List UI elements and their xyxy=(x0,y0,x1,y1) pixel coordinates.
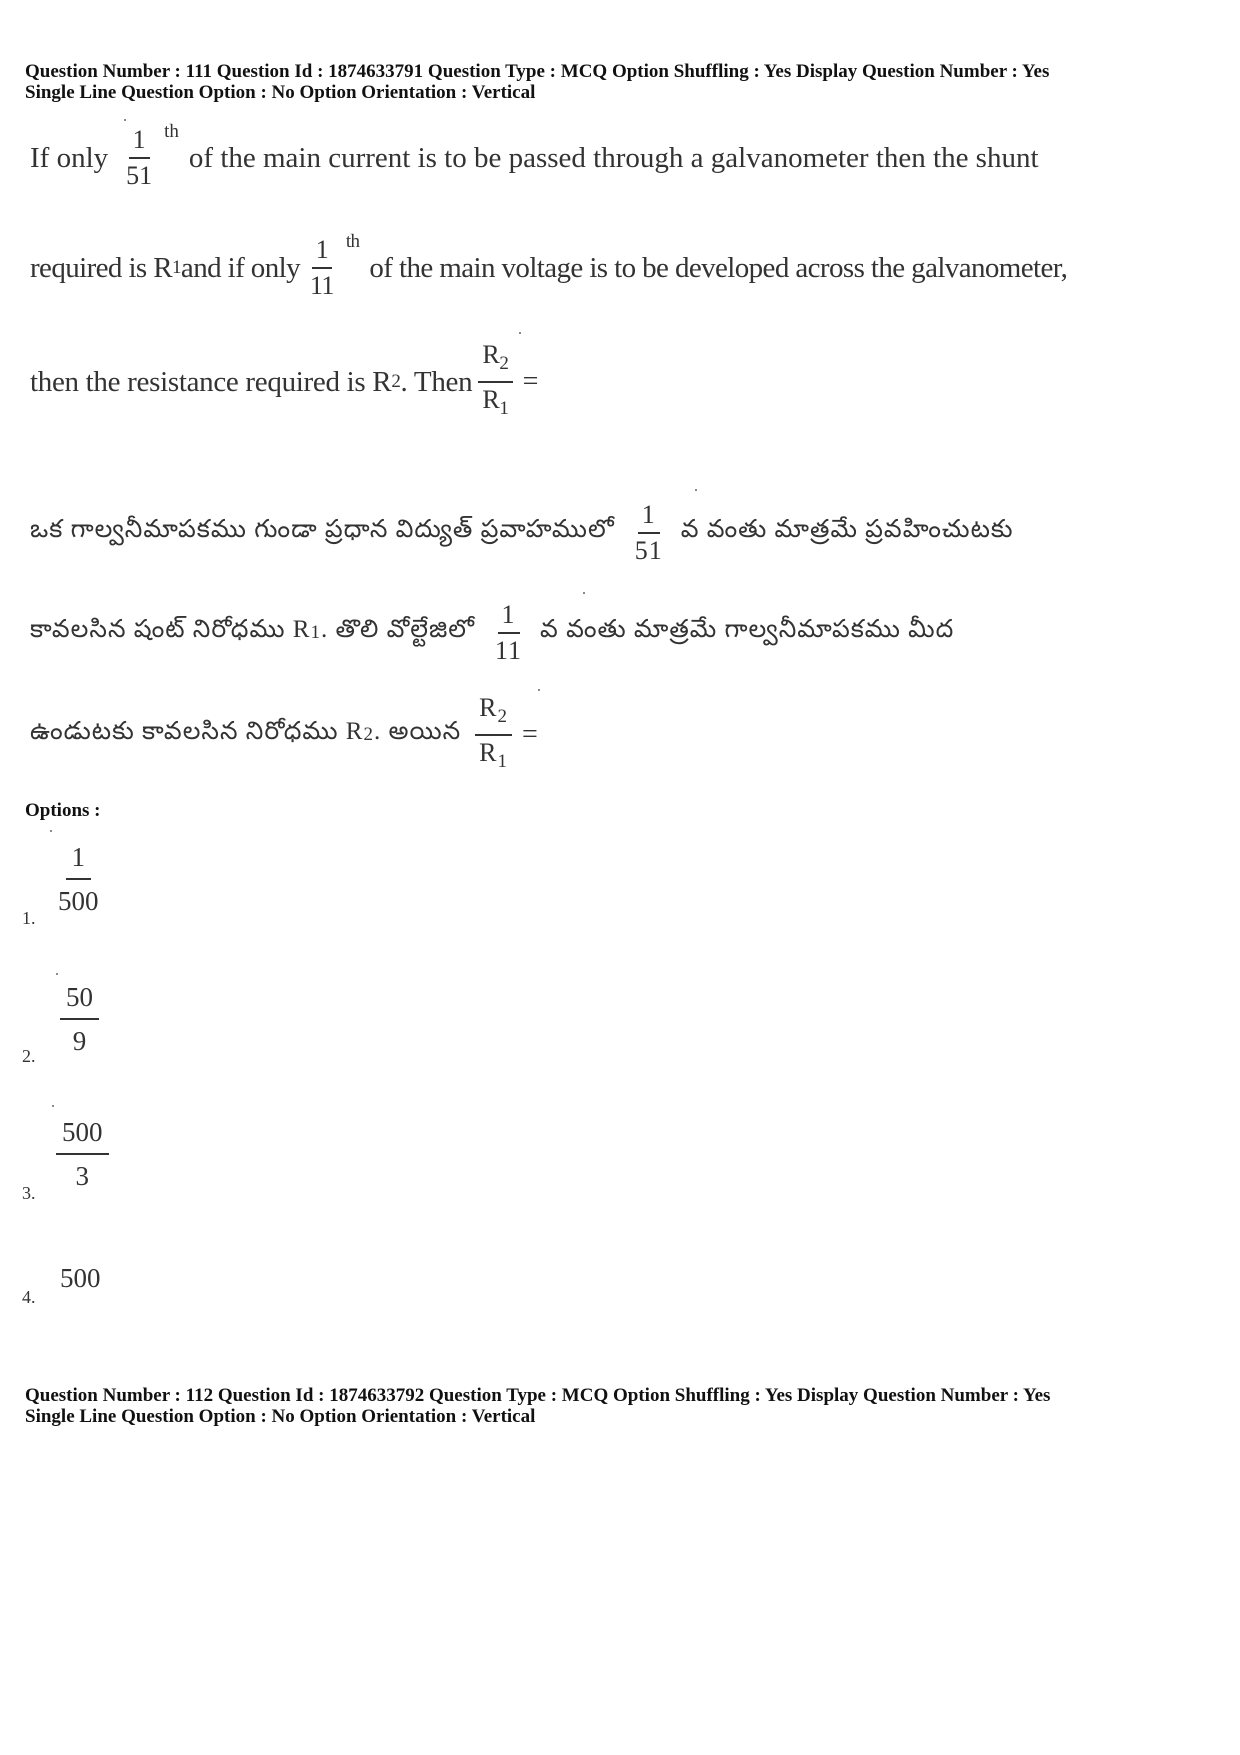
question-112-meta-line-1: Question Number : 112 Question Id : 1874633792 Question Type : MCQ Option Shuffling : Yes Display Question Number : Yes xyxy=(25,1385,1051,1406)
subscript: 1 xyxy=(310,622,321,643)
scan-dot xyxy=(695,489,697,491)
r-letter: R xyxy=(479,738,498,768)
text: then the resistance required is R xyxy=(30,365,392,398)
fraction-numerator: 500 xyxy=(56,1115,109,1155)
r-letter: R xyxy=(482,385,500,415)
equals-sign: = xyxy=(522,719,539,751)
question-telugu-line-3 xyxy=(30,693,539,777)
fraction-r2-over-r1 xyxy=(475,693,512,777)
scan-dot xyxy=(583,592,585,594)
superscript-th: th xyxy=(164,121,179,142)
text: . Then xyxy=(400,365,473,398)
option-index: 4. xyxy=(22,1287,36,1307)
superscript-th: th xyxy=(345,231,360,252)
subscript: 1 xyxy=(172,257,181,278)
text: ఉండుటకు కావలసిన నిరోధము R xyxy=(30,718,364,746)
fraction-numerator: 1 xyxy=(498,600,520,634)
text: required is R xyxy=(30,251,173,284)
text: . తొలి వోల్టేజిలో xyxy=(320,616,475,643)
fraction-numerator: 1 xyxy=(312,235,332,269)
option-fraction xyxy=(52,840,105,918)
option-fraction xyxy=(60,980,99,1058)
subscript: 1 xyxy=(499,398,509,420)
r-letter: R xyxy=(479,693,498,722)
question-111-meta-line-2: Single Line Question Option : No Option Orientation : Vertical xyxy=(25,82,536,103)
subscript: 2 xyxy=(363,724,374,746)
subscript: 2 xyxy=(391,371,401,393)
option-value xyxy=(52,840,105,918)
fraction-1-11 xyxy=(491,600,526,666)
fraction-denominator: 3 xyxy=(75,1161,89,1191)
option-index: 1. xyxy=(22,908,36,928)
fraction-1-51 xyxy=(122,125,156,191)
fraction-denominator: 500 xyxy=(58,886,99,916)
fraction-denominator xyxy=(478,383,512,424)
fraction-denominator: 11 xyxy=(309,271,334,300)
scan-dot xyxy=(50,830,52,832)
equals-sign: = xyxy=(522,366,539,398)
options-label: Options : xyxy=(25,800,101,821)
text: of the main voltage is to be developed across the galvanometer, xyxy=(369,251,1068,284)
scan-dot xyxy=(538,689,540,691)
fraction-1-51 xyxy=(631,500,667,566)
question-112-metadata xyxy=(25,1385,1050,1427)
fraction-denominator: 51 xyxy=(634,536,663,565)
scan-dot xyxy=(56,973,58,975)
scan-dot xyxy=(124,119,126,121)
fraction-numerator xyxy=(478,340,512,383)
question-telugu-line-2 xyxy=(30,600,954,666)
option-value xyxy=(60,980,99,1058)
question-111-meta-line-1: Question Number : 111 Question Id : 1874633791 Question Type : MCQ Option Shuffling : Yes Display Question Number : Yes xyxy=(25,61,1050,82)
text: వ వంతు మాత్రమే ప్రవహించుటకు xyxy=(680,516,1014,543)
fraction-numerator: 1 xyxy=(638,500,660,534)
option-index: 2. xyxy=(22,1046,36,1066)
question-english-line-3 xyxy=(30,340,538,424)
text: If only xyxy=(30,141,109,174)
text: and if only xyxy=(180,251,300,284)
fraction-numerator: 1 xyxy=(66,840,92,880)
question-telugu-line-1 xyxy=(30,500,1014,566)
subscript: 1 xyxy=(497,751,508,773)
subscript: 2 xyxy=(499,353,509,375)
option-value: 500 xyxy=(60,1263,101,1293)
fraction-denominator: 51 xyxy=(126,161,153,190)
fraction-denominator: 9 xyxy=(72,1026,87,1056)
fraction-denominator xyxy=(475,736,512,777)
scan-dot xyxy=(519,332,521,334)
fraction-denominator: 11 xyxy=(495,636,523,665)
question-112-meta-line-2: Single Line Question Option : No Option Orientation : Vertical xyxy=(25,1406,536,1427)
question-111-metadata xyxy=(25,61,1049,103)
text: . అయిన xyxy=(373,718,462,746)
fraction-numerator: 1 xyxy=(129,125,150,159)
text: వ వంతు మాత్రమే గాల్వనీమాపకము మీద xyxy=(540,616,955,643)
option-index: 3. xyxy=(22,1183,36,1203)
r-letter: R xyxy=(482,340,500,369)
option-fraction xyxy=(56,1115,109,1193)
fraction-numerator xyxy=(475,693,512,736)
fraction-1-11 xyxy=(306,235,338,301)
text: కావలసిన షంట్ నిరోధము R xyxy=(30,616,311,643)
text: ఒక గాల్వనీమాపకము గుండా ప్రధాన విద్యుత్ ప్రవాహములో xyxy=(30,516,615,543)
question-english-line-2 xyxy=(30,231,1068,301)
scan-dot xyxy=(52,1105,54,1107)
text: of the main current is to be passed through a galvanometer then the shunt xyxy=(188,141,1039,174)
question-english-line-1 xyxy=(30,121,1039,191)
fraction-numerator: 50 xyxy=(60,980,99,1020)
subscript: 2 xyxy=(497,706,508,728)
option-value xyxy=(56,1115,109,1193)
fraction-r2-over-r1 xyxy=(478,340,512,424)
